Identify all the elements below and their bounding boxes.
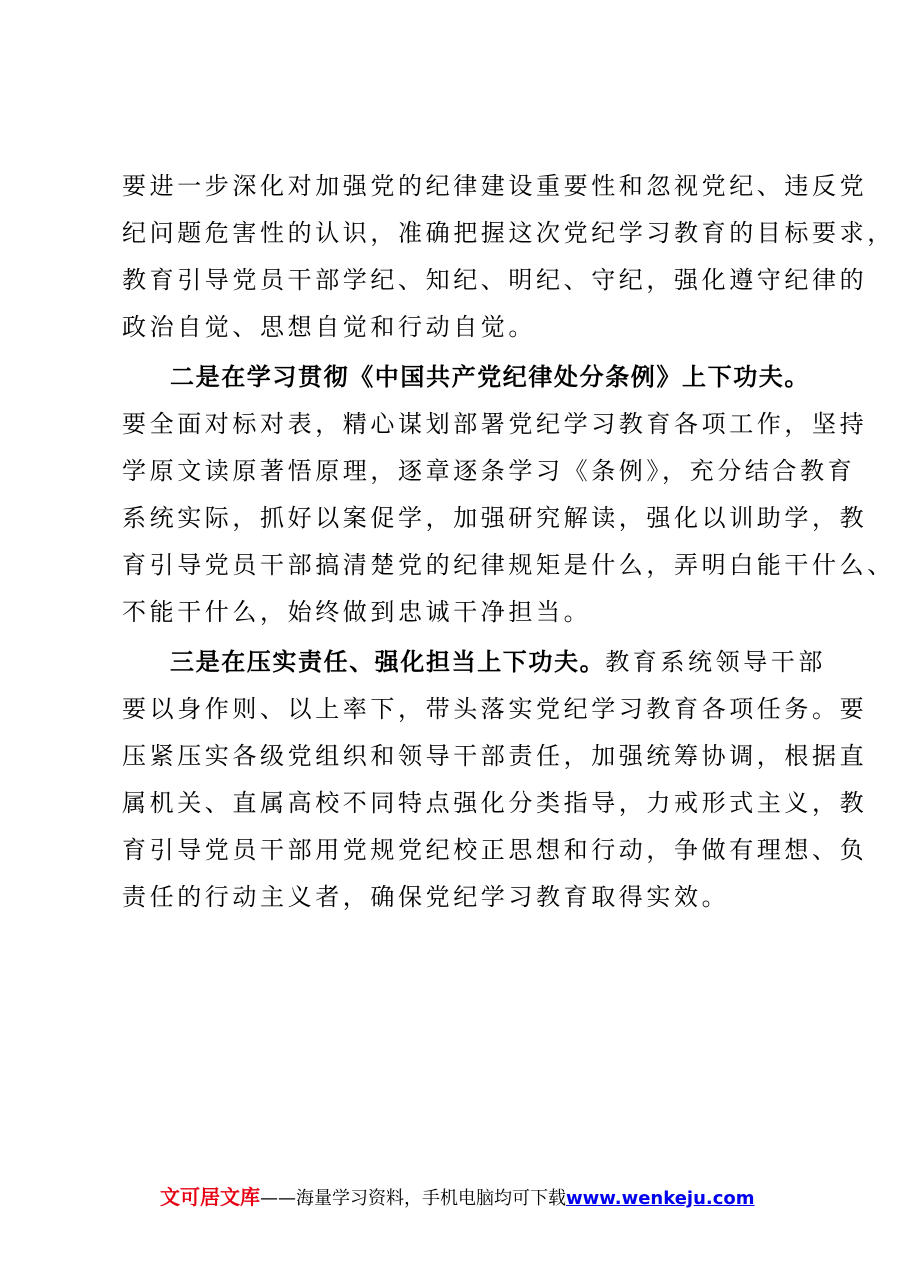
paragraph-line: 属机关、直属高校不同特点强化分类指导，力戒形式主义，教 <box>122 789 868 817</box>
paragraph-line: 要全面对标对表，精心谋划部署党纪学习教育各项工作，坚持 <box>122 410 868 438</box>
paragraph-line: 责任的行动主义者，确保党纪学习教育取得实效。 <box>122 883 730 911</box>
paragraph-first-line <box>170 642 827 682</box>
paragraph-text: 教育系统领导干部 <box>605 648 827 676</box>
page-footer <box>160 1182 755 1212</box>
paragraph-line: 学原文读原著悟原理，逐章逐条学习《条例》，充分结合教育 <box>122 457 856 485</box>
paragraph-line: 纪问题危害性的认识，准确把握这次党纪学习教育的目标要求， <box>122 219 895 247</box>
paragraph-line: 压紧压实各级党组织和领导干部责任，加强统筹协调，根据直 <box>122 742 868 770</box>
section-heading: 三是在压实责任、强化担当上下功夫。 <box>170 648 606 676</box>
paragraph-line: 政治自觉、思想自觉和行动自觉。 <box>122 313 536 341</box>
paragraph-line: 育引导党员干部搞清楚党的纪律规矩是什么，弄明白能干什么、 <box>122 551 895 579</box>
paragraph-line: 育引导党员干部用党规党纪校正思想和行动，争做有理想、负 <box>122 836 868 864</box>
paragraph-line: 教育引导党员干部学纪、知纪、明纪、守纪，强化遵守纪律的 <box>122 266 868 294</box>
paragraph-line: 要进一步深化对加强党的纪律建设重要性和忽视党纪、违反党 <box>122 172 868 200</box>
paragraph-line: 系统实际，抓好以案促学，加强研究解读，强化以训助学，教 <box>122 504 868 532</box>
section-heading: 二是在学习贯彻《中国共产党纪律处分条例》上下功夫。 <box>170 363 810 391</box>
paragraph-line: 不能干什么，始终做到忠诚干净担当。 <box>122 598 592 626</box>
paragraph-line: 要以身作则、以上率下，带头落实党纪学习教育各项任务。要 <box>122 695 868 723</box>
footer-tagline: ——海量学习资料，手机电脑均可下载 <box>260 1188 566 1209</box>
footer-brand: 文可居文库 <box>160 1185 260 1209</box>
footer-website-link[interactable]: www.wenkeju.com <box>566 1188 755 1209</box>
